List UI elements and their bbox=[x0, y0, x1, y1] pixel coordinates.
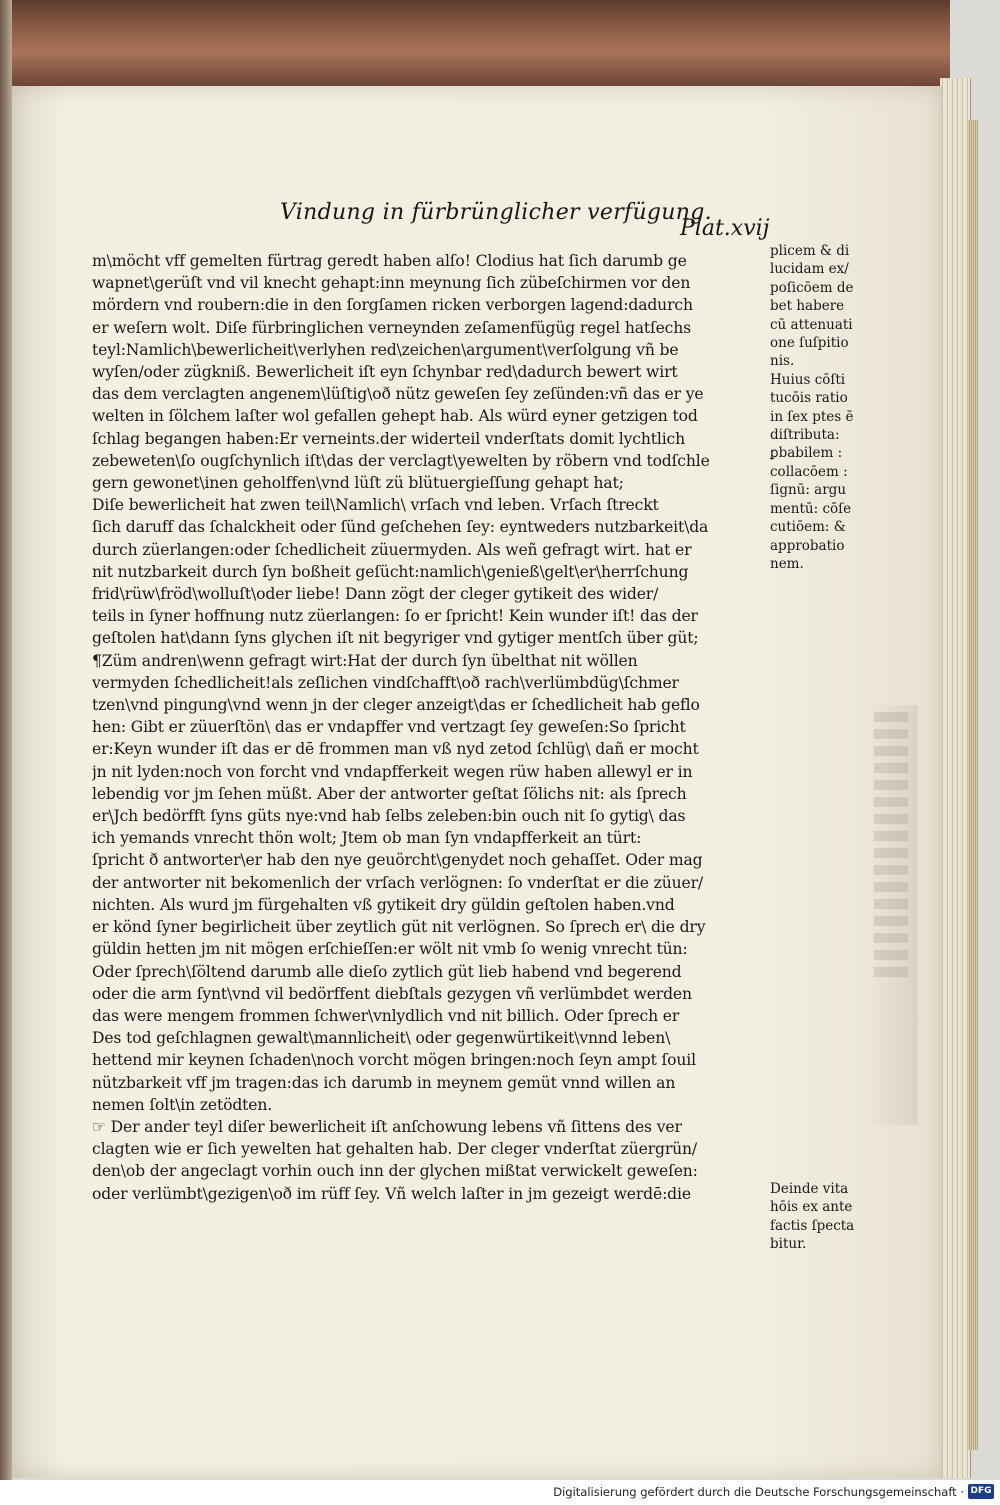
text-line: geſtolen hat\dann ſyns glychen iſt nit begyriger vnd gytiger mentſch über güt; bbox=[92, 629, 699, 648]
text-line: m\möcht vff gemelten fürtrag geredt haben alſo! Clodius hat ſich darumb ge bbox=[92, 252, 687, 270]
text-line: güldin hetten jm nit mögen erſchieſſen:er wölt nit vmb ſo wenig vnrecht tün: bbox=[92, 940, 688, 959]
dfg-logo: DFG bbox=[968, 1484, 994, 1499]
text-line: das dem verclagten angenem\lüſtig\oð nütz geweſen ſey zeſünden:vñ das er ye bbox=[92, 385, 704, 404]
text-line: ich yemands vnrecht thön wolt; Jtem ob man ſyn vndapfferkeit an türt: bbox=[92, 829, 642, 848]
text-line: er:Keyn wunder iſt das er dē frommen man vß nyd zetod ſchlüg\ dañ er mocht bbox=[92, 740, 699, 759]
text-line: der antworter nit bekomenlich der vrſach verlögnen: ſo vnderſtat er die züuer/ bbox=[92, 873, 703, 892]
margin-note-line: bet habere bbox=[770, 298, 845, 315]
text-line: durch züerlangen:oder ſchedlicheit züuermyden. Als weñ gefragt wirt. hat er bbox=[92, 540, 692, 559]
folio-number: Plat.xvij bbox=[680, 216, 770, 241]
margin-note-line: diſtributa: bbox=[770, 427, 840, 444]
margin-note-line: in ſex ptes ē bbox=[770, 408, 854, 425]
footer-credit: Digitalisierung gefördert durch die Deutsche Forschungsgemeinschaft · bbox=[553, 1485, 964, 1499]
margin-note-line: ꝑbabilem : bbox=[770, 445, 843, 462]
text-line: nit nutzbarkeit durch ſyn boßheit geſücht:namlich\genieß\gelt\er\herrſchung bbox=[92, 562, 689, 581]
text-line: tzen\vnd pingung\vnd wenn jn der cleger anzeigt\das er ſchedlicheit hab geflo bbox=[92, 696, 700, 715]
margin-note-line: nem. bbox=[770, 555, 804, 572]
text-line: wyſen/oder zügkniß. Bewerlicheit iſt eyn ſchynbar red\dadurch bewert wirt bbox=[92, 363, 678, 382]
text-line: ſich daruff das ſchalckheit oder ſünd geſchehen ſey: eyntweders nutzbarkeit\da bbox=[92, 518, 709, 537]
text-line: nichten. Als wurd jm fürgehalten vß gytikeit dry güldin geſtolen haben.vnd bbox=[92, 895, 675, 914]
margin-note-line: factis ſpecta bbox=[770, 1217, 855, 1234]
book-fore-edge bbox=[940, 78, 971, 1478]
footer-bar bbox=[0, 1480, 1000, 1505]
margin-note-line: tucōis ratio bbox=[770, 390, 848, 407]
text-line: ſpricht ð antworter\er hab den nye geuörcht\genydet noch gehaſſet. Oder mag bbox=[92, 851, 703, 870]
text-line: vermyden ſchedlicheit!als zeſlichen vindſchafft\oð rach\verlümbdüg\ſchmer bbox=[92, 673, 679, 692]
text-line: er\Jch bedörfft ſyns güts nye:vnd hab ſelbs zeleben:bin ouch nit ſo gytig\ das bbox=[92, 807, 686, 826]
text-line: nemen ſolt\in zetödten. bbox=[92, 1095, 273, 1114]
text-line: lebendig vor jm ſehen müßt. Aber der antworter geſtat ſölichs nit: als ſprech bbox=[92, 784, 687, 803]
text-line: hen: Gibt er züuerſtön\ das er vndapffer vnd vertzagt ſey geweſen:So ſpricht bbox=[92, 718, 686, 737]
text-line: Oder ſprech\ſöltend darumb alle dieſo zytlich güt lieb habend vnd begerend bbox=[92, 962, 682, 981]
main-text-block bbox=[92, 250, 752, 1205]
text-line: mördern vnd roubern:die in den ſorgſamen ricken verborgen lagend:dadurch bbox=[92, 296, 693, 315]
margin-note-line: mentū: cōſe bbox=[770, 500, 852, 517]
margin-note-latin-1 bbox=[770, 242, 878, 573]
margin-note-latin-2 bbox=[770, 1180, 878, 1254]
margin-note-line: lucidam ex/ bbox=[770, 261, 849, 278]
margin-note-line: one ſuſpitio bbox=[770, 335, 849, 352]
text-line: jn nit lyden:noch von forcht vnd vndapfferkeit wegen rüw haben allewyl er in bbox=[92, 762, 693, 781]
text-line: Des tod geſchlagnen gewalt\mannlicheit\ oder gegenwürtikeit\vnnd leben\ bbox=[92, 1029, 671, 1048]
book-fore-edge-inner bbox=[968, 120, 978, 1450]
book-head-edge bbox=[0, 0, 950, 88]
text-line: ſchlag begangen haben:Er verneints.der widerteil vnderſtats domit lychtlich bbox=[92, 429, 686, 448]
running-head: Vindung in fürbrünglicher verfügung. bbox=[280, 200, 712, 225]
margin-note-line: approbatio bbox=[770, 537, 845, 554]
text-line: nützbarkeit vff jm tragen:das ich darumb in meynem gemüt vnnd willen an bbox=[92, 1073, 676, 1092]
margin-note-line: nis. bbox=[770, 353, 795, 370]
margin-note-line: plicem & di bbox=[770, 243, 850, 259]
text-line: ¶Züm andren\wenn gefragt wirt:Hat der durch ſyn übelthat nit wöllen bbox=[92, 651, 638, 670]
text-line: teils in ſyner hoffnung nutz züerlangen: ſo er ſpricht! Kein wunder iſt! das der bbox=[92, 607, 698, 626]
margin-note-line: Huius cōſti bbox=[770, 371, 846, 388]
text-line: oder verlümbt\gezigen\oð im rüff ſey. Vñ welch laſter in jm gezeigt werdē:die bbox=[92, 1184, 691, 1203]
text-line: das were mengem frommen ſchwer\vnlydlich vnd nit billich. Oder ſprech er bbox=[92, 1006, 680, 1025]
text-line: hettend mir keynen ſchaden\noch vorcht mögen bringen:noch ſeyn ampt ſouil bbox=[92, 1051, 696, 1070]
margin-note-line: poſicōem de bbox=[770, 279, 854, 296]
margin-note-line: bitur. bbox=[770, 1236, 807, 1253]
margin-note-line: collacōem : bbox=[770, 463, 848, 480]
show-through-bleed bbox=[866, 705, 918, 1125]
text-line: zebeweten\ſo ougſchynlich iſt\das der verclagt\yewelten by röbern vnd todſchle bbox=[92, 451, 710, 470]
text-line: wapnet\gerüſt vnd vil knecht gehapt:inn meynung ſich zübeſchirmen vor den bbox=[92, 274, 691, 293]
text-line: teyl:Namlich\bewerlicheit\verlyhen red\zeichen\argument\verſolgung vñ be bbox=[92, 340, 679, 359]
text-line: den\ob der angeclagt vorhin ouch inn der glychen mißtat verwickelt geweſen: bbox=[92, 1162, 698, 1181]
margin-note-line: cutiōem: & bbox=[770, 519, 846, 536]
text-line: gern gewonet\inen geholffen\vnd lüſt zü blütuergieſſung gehapt hat; bbox=[92, 474, 624, 493]
text-line: oder die arm ſynt\vnd vil bedörffent diebſtals gezygen vñ verlümbdet werden bbox=[92, 984, 692, 1003]
margin-note-line: ſignū: argu bbox=[770, 482, 847, 499]
text-line: er weſern wolt. Diſe fürbringlichen verneynden zeſamenfügüg regel hatſechs bbox=[92, 318, 692, 337]
margin-note-line: Deinde vita bbox=[770, 1181, 849, 1197]
text-line: ☞ Der ander teyl diſer bewerlicheit iſt anſchowung lebens vñ ſittens des ver bbox=[92, 1117, 682, 1136]
margin-note-line: cū attenuati bbox=[770, 316, 853, 333]
text-line: clagten wie er ſich yewelten hat gehalten hab. Der cleger vnderſtat züergrün/ bbox=[92, 1140, 698, 1159]
text-line: Diſe bewerlicheit hat zwen teil\Namlich\ vrſach vnd leben. Vrſach ſtreckt bbox=[92, 496, 659, 515]
text-line: welten in ſölchem laſter wol gefallen gehept hab. Als würd eyner getzigen tod bbox=[92, 407, 698, 426]
gutter-shade bbox=[0, 0, 12, 1505]
margin-note-line: hōis ex ante bbox=[770, 1199, 853, 1216]
text-line: frid\rüw\fröd\wolluſt\oder liebe! Dann zögt der cleger gytikeit des wider/ bbox=[92, 585, 659, 604]
text-line: er könd ſyner begirlicheit über zeytlich güt nit verlögnen. So ſprech er\ die dry bbox=[92, 918, 706, 937]
